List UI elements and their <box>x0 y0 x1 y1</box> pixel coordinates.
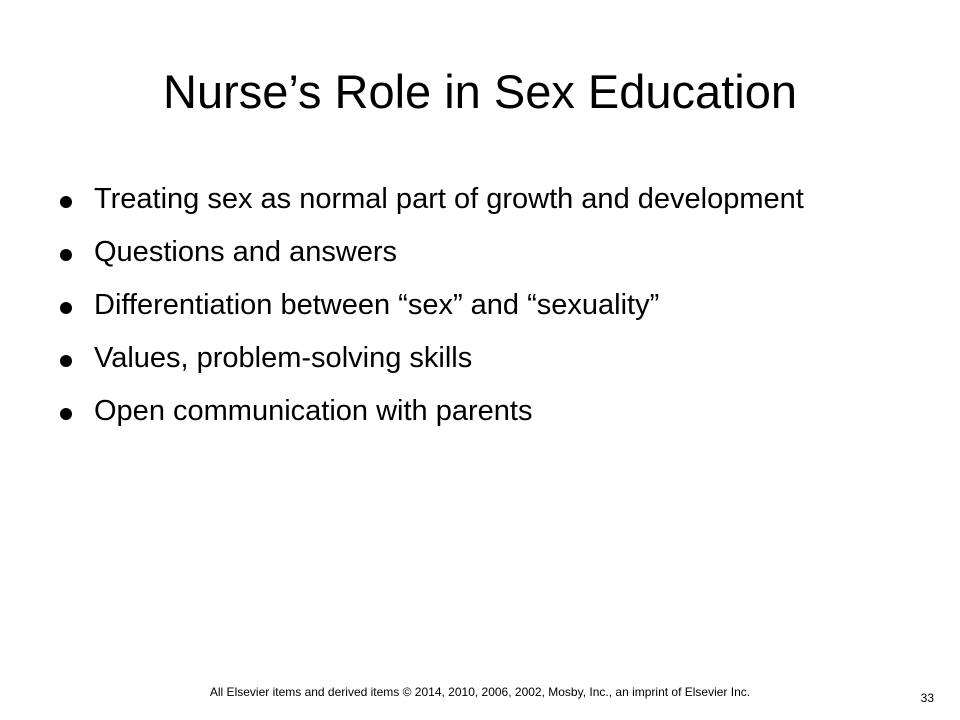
bullet-icon <box>60 302 72 314</box>
bullet-item <box>58 392 838 431</box>
bullet-item <box>58 339 838 378</box>
bullet-text: Questions and answers <box>94 236 398 268</box>
copyright-footer: All Elsevier items and derived items © 2014, 2010, 2006, 2002, Mosby, Inc., an imprint of Elsevier Inc. <box>209 685 751 699</box>
bullet-text: Differentiation between “sex” and “sexuality” <box>94 289 660 321</box>
bullet-list <box>58 180 838 445</box>
page-number: 33 <box>920 691 934 705</box>
bullet-item <box>58 233 838 272</box>
bullet-text: Values, problem-solving skills <box>94 342 473 374</box>
bullet-icon <box>60 355 72 367</box>
bullet-icon <box>60 408 72 420</box>
bullet-icon <box>60 249 72 261</box>
bullet-text: Treating sex as normal part of growth and development <box>94 183 804 215</box>
bullet-item <box>58 180 838 219</box>
bullet-icon <box>60 196 72 208</box>
bullet-text: Open communication with parents <box>94 395 533 427</box>
slide-title: Nurse’s Role in Sex Education <box>163 65 797 118</box>
bullet-item <box>58 286 838 325</box>
